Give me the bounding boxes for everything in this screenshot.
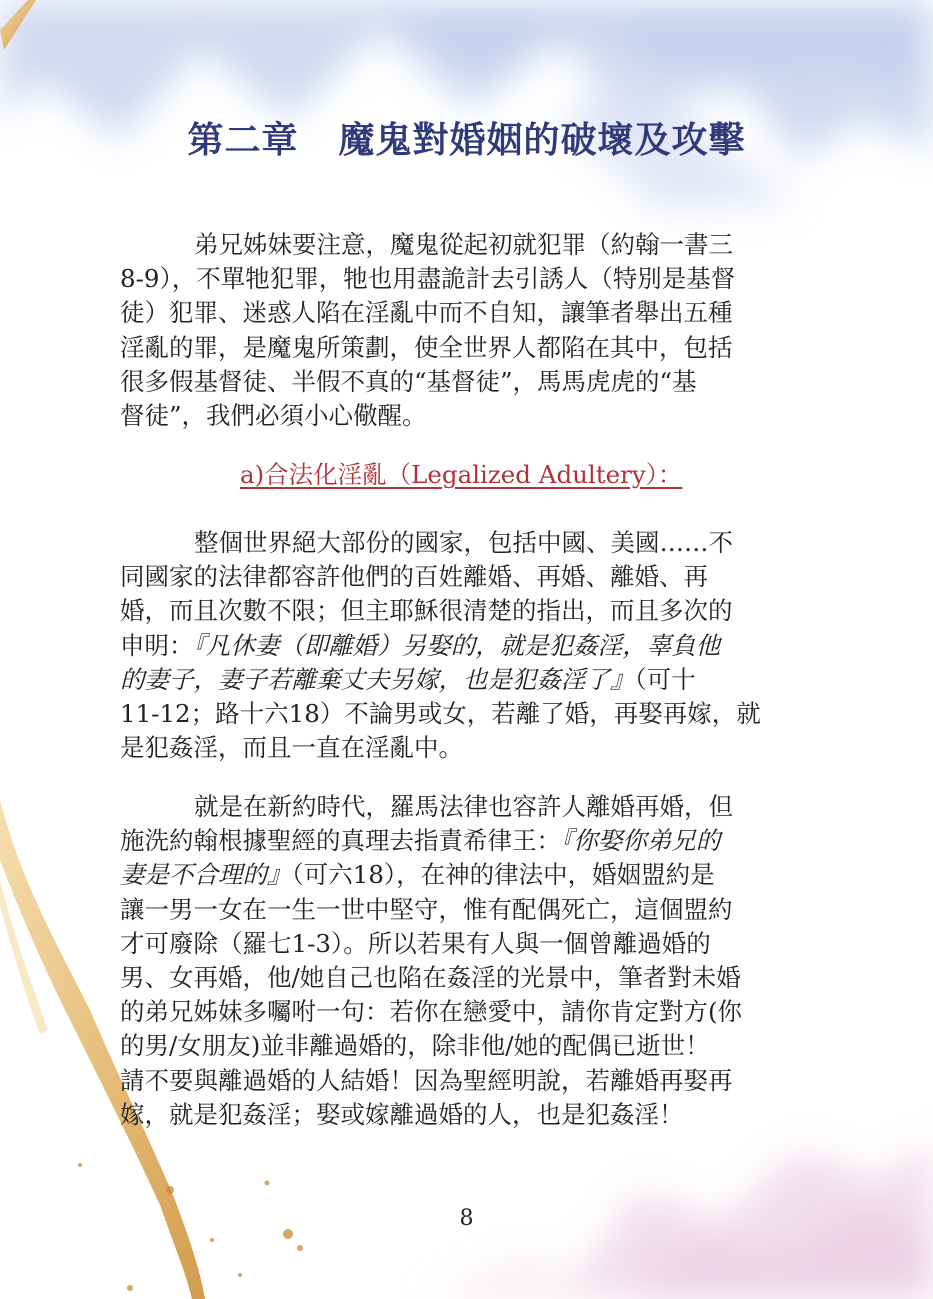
text-line: 同國家的法律都容許他們的百姓離婚、再婚、離婚、再 [120,562,708,592]
text-line: 很多假基督徒、半假不真的“基督徒”，馬馬虎虎的“基 [120,366,697,396]
text-line: 整個世界絕大部份的國家，包括中國、美國……不 [194,528,733,557]
text-line: 的男/女朋友)並非離過婚的，除非他/她的配偶已逝世！ [120,1031,710,1061]
text-line: 嫁，就是犯姦淫；娶或嫁離過婚的人，也是犯姦淫！ [120,1099,684,1129]
text-line: 請不要與離過婚的人結婚！因為聖經明說，若離婚再娶再 [120,1065,733,1095]
legalized-adultery-paragraph [120,526,810,765]
intro-paragraph [120,228,810,433]
scripture-quote: 的妻子，妻子若離棄丈夫另嫁，也是犯姦淫了』 [120,664,635,694]
scripture-quote: 『凡休妻（即離婚）另娶的，就是犯姦淫，辜負他 [193,630,721,660]
scripture-quote: 『你娶你弟兄的 [561,826,721,856]
text-line: 施洗約翰根據聖經的真理去指責希律王：『你娶你弟兄的 [120,826,721,856]
text-line: 妻是不合理的』（可六18），在神的律法中，婚姻盟約是 [120,860,715,890]
watercolor-mountains-top [0,0,933,210]
text-line: 才可廢除（羅七1-3）。所以若果有人與一個曾離過婚的 [120,928,711,958]
page-number: 8 [459,1206,474,1231]
text-line: 是犯姦淫，而且一直在淫亂中。 [120,733,463,763]
text-line: 8-9），不單牠犯罪，牠也用盡詭計去引誘人（特別是基督 [120,264,736,294]
chapter-heading: 魔鬼對婚姻的破壞及攻擊 [338,120,746,161]
text-line: 弟兄姊妹要注意，魔鬼從起初就犯罪（約翰一書三 [194,230,733,259]
text-line: 的妻子，妻子若離棄丈夫另嫁，也是犯姦淫了』（可十 [120,664,696,694]
section-heading: a)合法化淫亂（Legalized Adultery）： [240,460,683,489]
text-line: 徒）犯罪、迷惑人陷在淫亂中而不自知，讓筆者舉出五種 [120,298,733,328]
text-line: 淫亂的罪，是魔鬼所策劃，使全世界人都陷在其中，包括 [120,332,733,362]
text-line: 的弟兄姊妹多囑咐一句：若你在戀愛中，請你肯定對方(你 [120,997,743,1027]
text-line: 讓一男一女在一生一世中堅守，惟有配偶死亡，這個盟約 [120,894,733,924]
chapter-title [0,112,933,163]
text-line: 就是在新約時代，羅馬法律也容許人離婚再婚，但 [194,792,733,821]
text-line: 申明：『凡休妻（即離婚）另娶的，就是犯姦淫，辜負他 [120,630,721,660]
chapter-number: 第二章 [187,120,299,161]
scripture-quote: 妻是不合理的』 [120,860,292,890]
text-line: 婚，而且次數不限；但主耶穌很清楚的指出，而且多次的 [120,596,733,626]
text-line: 督徒”，我們必須小心儆醒。 [120,401,427,431]
text-line: 11-12；路十六18）不論男或女，若離了婚，再娶再嫁，就 [120,699,761,729]
new-testament-paragraph [120,790,810,1132]
text-line: 男、女再婚，他/她自己也陷在姦淫的光景中，筆者對未婚 [120,963,741,993]
